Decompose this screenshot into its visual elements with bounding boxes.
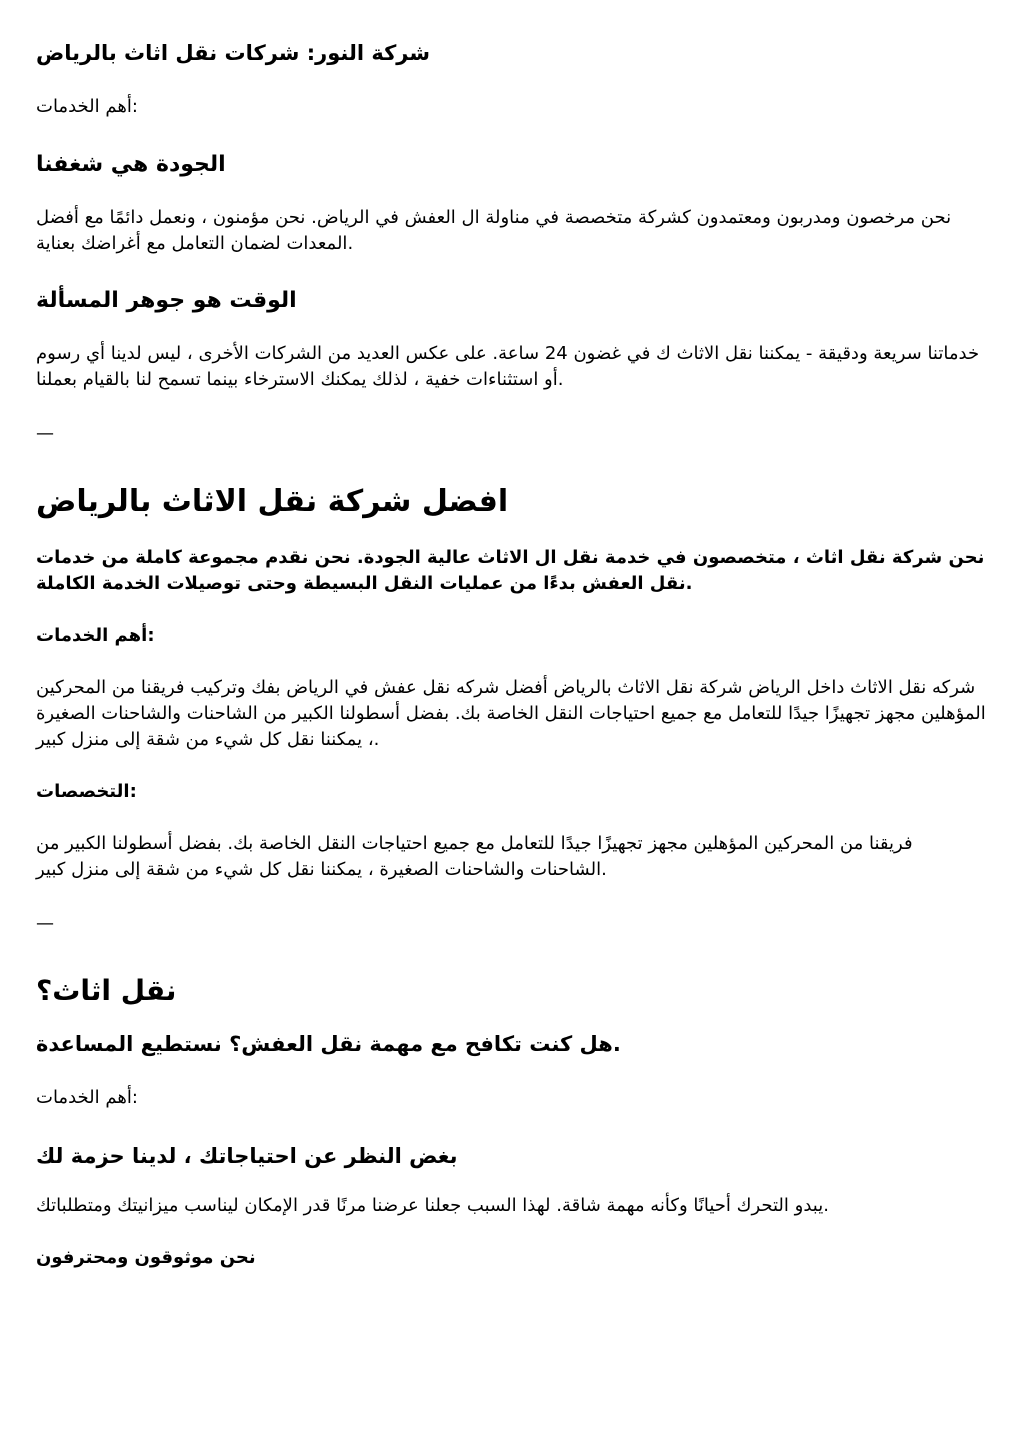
heading-trusted: نحن موثوقون ومحترفون bbox=[36, 1247, 256, 1268]
heading-time: الوقت هو جوهر المسألة bbox=[36, 288, 297, 313]
section-title-best-company: افضل شركة نقل الاثاث بالرياض bbox=[36, 484, 509, 519]
site-title: شركة النور: شركات نقل اثاث بالرياض bbox=[36, 41, 430, 65]
lead-paragraph: نحن شركة نقل اثاث ، متخصصون في خدمة نقل ال الاثاث عالية الجودة. نحن نقدم مجموعة كاملة من خدمات نقل العفش بدءًا من عمليات النقل البسيطة وحتى توصيلات الخدمة الكاملة. bbox=[36, 547, 985, 594]
paragraph-time: خدماتنا سريعة ودقيقة - يمكننا نقل الاثاث ك في غضون 24 ساعة. على عكس العديد من الشركات الأخرى ، ليس لدينا أي رسوم أو استثناءات خفية ، لذلك يمكنك الاسترخاء بينما تسمح لنا بالقيام بعملنا. bbox=[36, 343, 980, 390]
heading-package: بغض النظر عن احتياجاتك ، لدينا حزمة لك bbox=[36, 1144, 458, 1168]
section-subtitle: هل كنت تكافح مع مهمة نقل العفش؟ نستطيع المساعدة. bbox=[36, 1032, 621, 1056]
separator: — bbox=[36, 913, 54, 934]
paragraph-package: يبدو التحرك أحيانًا وكأنه مهمة شاقة. لهذا السبب جعلنا عرضنا مرنًا قدر الإمكان ليناسب ميزانيتك ومتطلباتك. bbox=[36, 1195, 829, 1216]
section-title-moving: نقل اثاث؟ bbox=[36, 974, 177, 1007]
heading-quality: الجودة هي شغفنا bbox=[36, 152, 226, 177]
paragraph-specialties: فريقنا من المحركين المؤهلين مجهز تجهيزًا جيدًا للتعامل مع جميع احتياجات النقل الخاصة بك. بفضل أسطولنا الكبير من الشاحنات والشاحنات الصغيرة ، يمكننا نقل كل شيء من شقة إلى منزل كبير. bbox=[36, 833, 913, 880]
separator: — bbox=[36, 423, 54, 444]
paragraph-main: شركه نقل الاثاث داخل الرياض شركة نقل الاثاث بالرياض أفضل شركه نقل عفش في الرياض بفك وتركيب فريقنا من المحركين المؤهلين مجهز تجهيزًا جيدًا للتعامل مع جميع احتياجات النقل الخاصة بك. بفضل أسطولنا الكبير من الشاحنات والشاحنات الصغيرة ، يمكننا نقل كل شيء من شقة إلى منزل كبير. bbox=[36, 677, 986, 750]
highlights-label: أهم الخدمات: bbox=[36, 1087, 138, 1108]
paragraph-quality: نحن مرخصون ومدربون ومعتمدون كشركة متخصصة في مناولة ال العفش في الرياض. نحن مؤمنون ، ونعمل دائمًا مع أفضل المعدات لضمان التعامل مع أغراضك بعناية. bbox=[36, 207, 952, 254]
specialties-label: التخصصات: bbox=[36, 781, 137, 802]
highlights-label: أهم الخدمات: bbox=[36, 625, 155, 646]
highlights-label: أهم الخدمات: bbox=[36, 96, 138, 117]
